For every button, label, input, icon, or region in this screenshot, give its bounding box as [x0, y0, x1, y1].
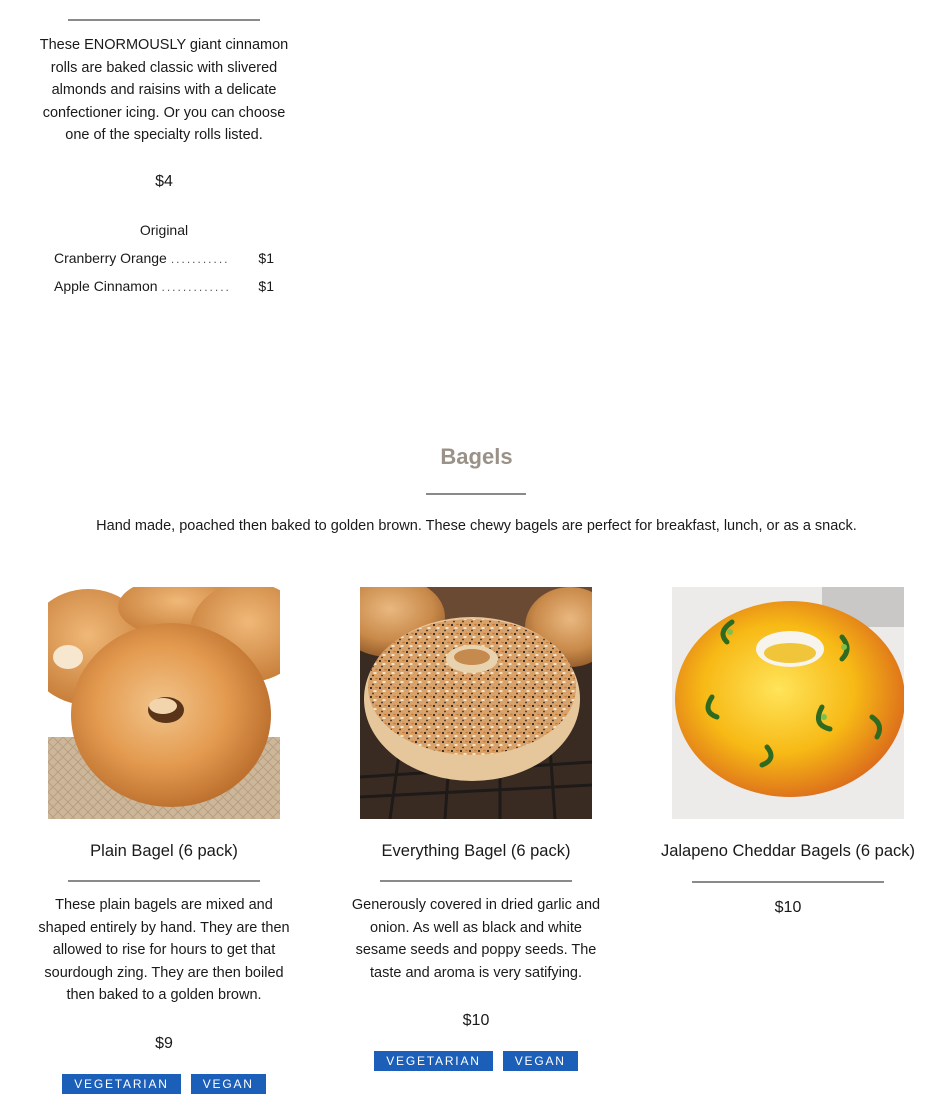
item-description: These plain bagels are mixed and shaped entirely by hand. They are then allowed to rise for hours to get that sourdough zing. They are then boiled then baked to a golden brown.	[38, 897, 290, 1003]
item-name: Jalapeno Cheddar Bagels (6 pack)	[660, 842, 916, 860]
vegan-badge: VEGAN	[191, 1074, 266, 1094]
variant-price: $1	[258, 250, 274, 266]
variant-name: Cranberry Orange	[54, 250, 167, 266]
item-divider	[68, 19, 260, 21]
plain-bagel-photo	[48, 587, 280, 819]
item-description: Generously covered in dried garlic and onion. As well as black and white sesame seeds and poppy seeds. The taste and aroma is very satifying.	[351, 897, 601, 981]
menu-item-everything-bagel	[346, 587, 606, 1071]
item-price: $4	[155, 173, 173, 190]
item-divider	[692, 881, 884, 883]
section-description: Hand made, poached then baked to golden brown. These chewy bagels are perfect for breakfast, lunch, or as a snack.	[96, 518, 857, 534]
item-name: Plain Bagel (6 pack)	[90, 842, 238, 860]
item-price: $10	[462, 1012, 490, 1029]
variant-leader-dots: .............	[161, 280, 231, 294]
variant-row	[54, 277, 274, 296]
dietary-badges	[34, 1074, 294, 1094]
jalapeno-cheddar-bagel-photo	[672, 587, 904, 819]
item-name: Everything Bagel (6 pack)	[381, 842, 571, 860]
item-description: These ENORMOUSLY giant cinnamon rolls are baked classic with slivered almonds and raisins with a delicate confectioner icing. Or you can choose one of the specialty rolls listed.	[39, 37, 289, 143]
variant-default: Original	[139, 222, 189, 238]
item-divider	[380, 880, 572, 882]
variant-name: Apple Cinnamon	[54, 278, 158, 294]
menu-item-jalapeno-cheddar-bagels	[658, 587, 918, 918]
variant-row	[54, 249, 274, 268]
vegetarian-badge: VEGETARIAN	[62, 1074, 180, 1094]
dietary-badges	[346, 1051, 606, 1071]
variant-price: $1	[258, 278, 274, 294]
everything-bagel-photo	[360, 587, 592, 819]
vegan-badge: VEGAN	[503, 1051, 578, 1071]
variant-leader-dots: ...........	[170, 252, 230, 266]
vegetarian-badge: VEGETARIAN	[374, 1051, 492, 1071]
section-title: Bagels	[440, 444, 513, 469]
item-price: $10	[774, 899, 802, 916]
menu-item-plain-bagel	[34, 587, 294, 1094]
section-divider	[426, 493, 526, 495]
item-price: $9	[155, 1034, 173, 1052]
item-divider	[68, 880, 260, 882]
